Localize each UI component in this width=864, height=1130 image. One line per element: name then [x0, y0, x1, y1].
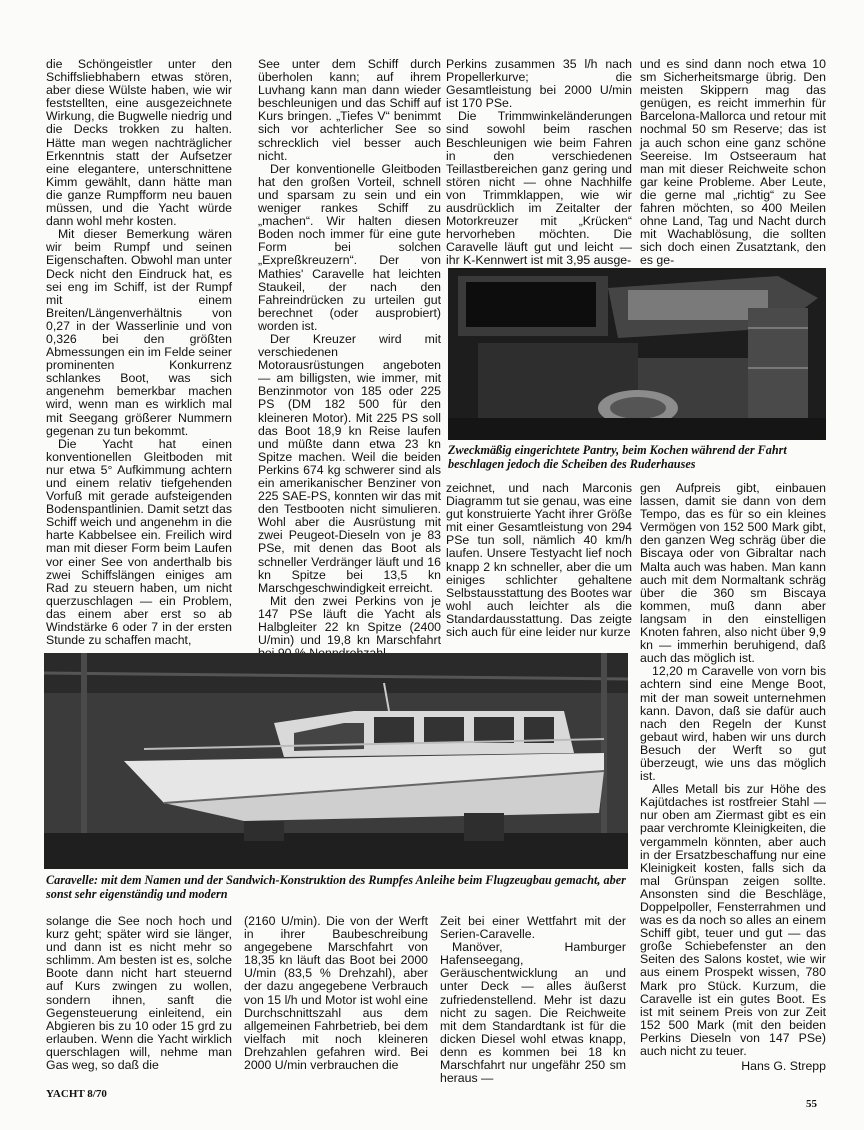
paragraph: See unter dem Schiff durch überholen kann; auf ihrem Luvhang kann man dann wieder beschleunigen und das Schiff auf Kurs bringen. „Tiefes V“ benimmt sich vor achterlicher See so schrecklich viel besser auch nicht. — [258, 57, 441, 163]
pantry-photo-image — [448, 268, 826, 440]
footer-magazine-issue: YACHT 8/70 — [46, 1088, 107, 1100]
bottom-column-1 — [46, 915, 232, 1072]
boat-caption: Caravelle: mit dem Namen und der Sandwich-Konstruktion des Rumpfes Anleihe beim Flugzeugbau gemacht, aber sonst sehr eigenständig und modern — [46, 873, 626, 901]
column-4-top — [640, 58, 826, 268]
paragraph: gen Aufpreis gibt, einbauen lassen, damit sie dann von dem Tempo, das es für so ein kleines Vermögen von 152 500 Mark gibt, den ganzen Weg schräg über die Biscaya oder von Gibraltar nach Malta auch was haben. Man kann auch mit dem Normaltank schräg über die 360 sm Biscaya kommen, muß dann aber langsam in den einstelligen Knoten fahren, also nicht über 9,9 kn — immerhin beruhigend, daß auch das möglich ist. — [640, 481, 826, 666]
pantry-photo — [448, 268, 826, 440]
column-4-mid — [640, 482, 826, 1073]
paragraph: (2160 U/min). Die von der Werft in ihrer Baubeschreibung angegebene Marschfahrt von 18,35 kn läuft das Boot bei 2000 U/min (83,5 % Drehzahl), aber der dazu angegebene Verbrauch von 15 l/h und Motor ist wohl eine Durchschnittszahl aus dem allgemeinen Fahrbetrieb, bei dem vielfach mit noch kleineren Drehzahlen gefahren wird. Bei 2000 U/min verbrauchen die — [244, 914, 428, 1073]
paragraph: Alles Metall bis zur Höhe des Kajütdaches ist rostfreier Stahl — nur oben am Ziermast gibt es ein paar verchromte Kleinigkeiten, die vergammeln könnten, aber auch in der Ersatzbeschaffung nur eine Kleinigkeit kosten, falls sich da mal Grünspan zeigen sollte. Ansonsten sind die Beschläge, Doppelpoller, Fensterrahmen und was es da noch so alles an einem Schiff gibt, teuer und gut — das große Schiebefenster an den Seiten des Salons kostet, wie wir aus einem Prospekt wissen, 780 Mark pro Stück. Kurzum, die Caravelle ist ein gutes Boot. Es ist mit seinem Preis von zur Zeit 152 500 Mark (mit den beiden Perkins Dieseln von 147 PSe) auch nicht zu teuer. — [640, 782, 826, 1059]
boat-photo — [44, 653, 628, 869]
column-2 — [258, 58, 441, 660]
paragraph: Die Trimmwinkeländerungen sind sowohl beim raschen Beschleunigen wie beim Fahren in den verschiedenen Teillastbereichen ganz gering und stören nicht — ohne Nachhilfe von Trimmklappen, wie wir ausdrücklich im Zeitalter der Motorkreuzer mit „Krücken“ hervorheben möchten. Die Caravelle läuft gut und leicht — ihr K-Kennwert ist mit 3,95 ausge- — [446, 109, 632, 268]
paragraph: Mit den zwei Perkins von je 147 PSe läuft die Yacht als Halbgleiter 22 kn Spitze (2400 U/min) und 19,8 kn Marschfahrt — [258, 593, 441, 648]
column-3-mid — [446, 482, 632, 639]
paragraph: Der konventionelle Gleitboden hat den großen Vorteil, schnell und sparsam zu sein und ein weniger rankes Schiff zu „machen“. Wir halten diesen Boden noch immer für eine gute Form bei solchen „Expreßkreuzern“. Der von Mathies' Caravelle hat leichten Staukeil, der nach den Fahreindrücken zu urteilen gut berechnet (oder ausprobiert) worden ist. — [258, 161, 441, 333]
paragraph: solange die See noch hoch und kurz geht; später wird sie länger, und dann ist es nicht mehr so schlimm. Am besten ist es, solche Boote dann nicht hart steuernd auf Kurs zwingen zu wollen, sondern ihnen, sanft die Gegensteuerung einleitend, ein Abgieren bis zu 10 oder 15 grd zu erlauben. Wenn die Yacht wirklich querschlagen will, nehme man Gas weg, so daß die — [46, 914, 232, 1073]
column-1 — [46, 58, 232, 647]
paragraph: und es sind dann noch etwa 10 sm Sicherheitsmarge übrig. Den meisten Skippern mag das genügen, es reicht immerhin für Barcelona-Mallorca und retour mit nochmal 50 sm Reserve; das ist ja auch schon eine ganz schöne Seereise. Im Ostseeraum hat man mit dieser Reichweite schon gar keine Probleme. Aber Leute, die gerne mal „richtig“ zu See fahren möchten, so 400 Meilen ohne Land, Tag und Nacht durch mit Wachablösung, die sollten sich doch einen Zusatztank, den es ge- — [640, 57, 826, 268]
paragraph: Mit dieser Bemerkung wären wir beim Rumpf und seinen Eigenschaften. Obwohl man unter Deck nicht den Eindruck hat, es sei eng im Schiff, ist der Rumpf mit einem Breiten/Längenverhältnis von 0,27 in der Wasserlinie und von 0,326 bei den größten Abmessungen ein im Felde seiner prominenten Konkurrenz schlankes Boot, was sich angenehm bemerkbar machen wird, wenn man es wirklich mal mit Seegang größerer Nummern gegenan zu tun bekommt. — [46, 227, 232, 438]
paragraph: Die Yacht hat einen konventionellen Gleitboden mit nur etwa 5° Aufkimmung achtern und einem relativ tiefgehenden Vorfuß mit gerade aufsteigenden Bodenspantlinien. Damit setzt das Schiff weich und angenehm in die harte Kabbelsee ein. Freilich wird man mit dieser Form beim Laufen vor einer See von anderthalb bis zwei Schiffslängen einiges am Rad zu steuern haben, um nicht querzuschlagen — ein Problem, das einem aber erst so ab Windstärke 6 oder 7 in der ersten Stunde zu schaffen macht, — [46, 436, 232, 648]
paragraph: 12,20 m Caravelle von vorn bis achtern sind eine Menge Boot, mit der man soweit unternehmen kann. Davon, daß sie dafür auch nach den Regeln der Kunst gebaut wird, haben wir uns durch Besuch der Werft so gut überzeugt, wie uns das möglich ist. — [640, 664, 826, 784]
pantry-caption: Zweckmäßig eingerichtete Pantry, beim Kochen während der Fahrt beschlagen jedoch die Scheiben des Ruderhauses — [448, 443, 787, 471]
author-name: Hans G. Strepp — [741, 1059, 826, 1074]
bottom-column-2 — [244, 915, 428, 1072]
bottom-column-3 — [440, 915, 626, 1085]
column-3-top — [446, 58, 632, 268]
paragraph: Der Kreuzer wird mit verschiedenen Motorausrüstungen angeboten — am billigsten, wie immer, mit Benzinmotor von 185 oder 225 PS (DM 182 500 für den kleineren Motor). Mit 225 PS soll das Boot 18,9 kn Reise laufen und müßte dann etwa 23 kn Spitze machen. Weil die beiden Perkins 674 kg schwerer sind als ein amerikanischer Benziner von 225 SAE-PS, konnten wir das mit den Testbooten nicht simulieren. Wohl aber die Ausrüstung mit zwei Peugeot-Dieseln von je 83 PSe, mit denen das Boot als schneller Verdränger läuft und 16 kn Spitze bei 13,5 kn Marschgeschwindigkeit erreicht. — [258, 331, 441, 595]
paragraph: Manöver, Hamburger Hafenseegang, Geräuschentwicklung an und unter Deck — alles äußerst zufriedenstellend. Mehr ist dazu nicht zu sagen. Die Reichweite mit dem Standardtank ist für die dicken Diesel wohl etwas knapp, denn es kommen bei 18 kn Marschfahrt nur ungefähr 250 sm heraus — — [440, 940, 626, 1086]
paragraph: Perkins zusammen 35 l/h nach Propellerkurve; die Gesamtleistung bei 2000 U/min ist 170 PSe. — [446, 57, 632, 111]
paragraph: Zeit bei einer Wettfahrt mit der Serien-Caravelle. — [440, 914, 626, 942]
boat-photo-image — [44, 653, 628, 869]
paragraph: zeichnet, und nach Marconis Diagramm tut sie genau, was eine gut konstruierte Yacht ihrer Größe mit einer Gesamtleistung von 294 PSe tun soll, nämlich 40 km/h laufen. Unsere Testyacht lief noch knapp 2 kn schneller, aber die um einiges schlichter gehaltene Selbstausstattung des Bootes war wohl auch leichter als die Standardausstattung. Das zeigte sich auch für eine leider nur kurze — [446, 481, 632, 640]
paragraph: die Schöngeistler unter den Schiffsliebhabern etwas stören, aber diese Wülste haben, wie wir feststellten, eine ausgezeichnete Wirkung, die Bugwelle niedrig und die Decks trokken zu halten. Hätte man wegen nachträglicher Erkenntnis statt der Aufsetzer eine elegantere, unterschnittene Kimm gewählt, dann hätte man die ganze Rumpfform neu bauen müssen, und die Yacht würde dann wohl mehr kosten. — [46, 57, 232, 229]
page-number: 55 — [806, 1098, 817, 1110]
